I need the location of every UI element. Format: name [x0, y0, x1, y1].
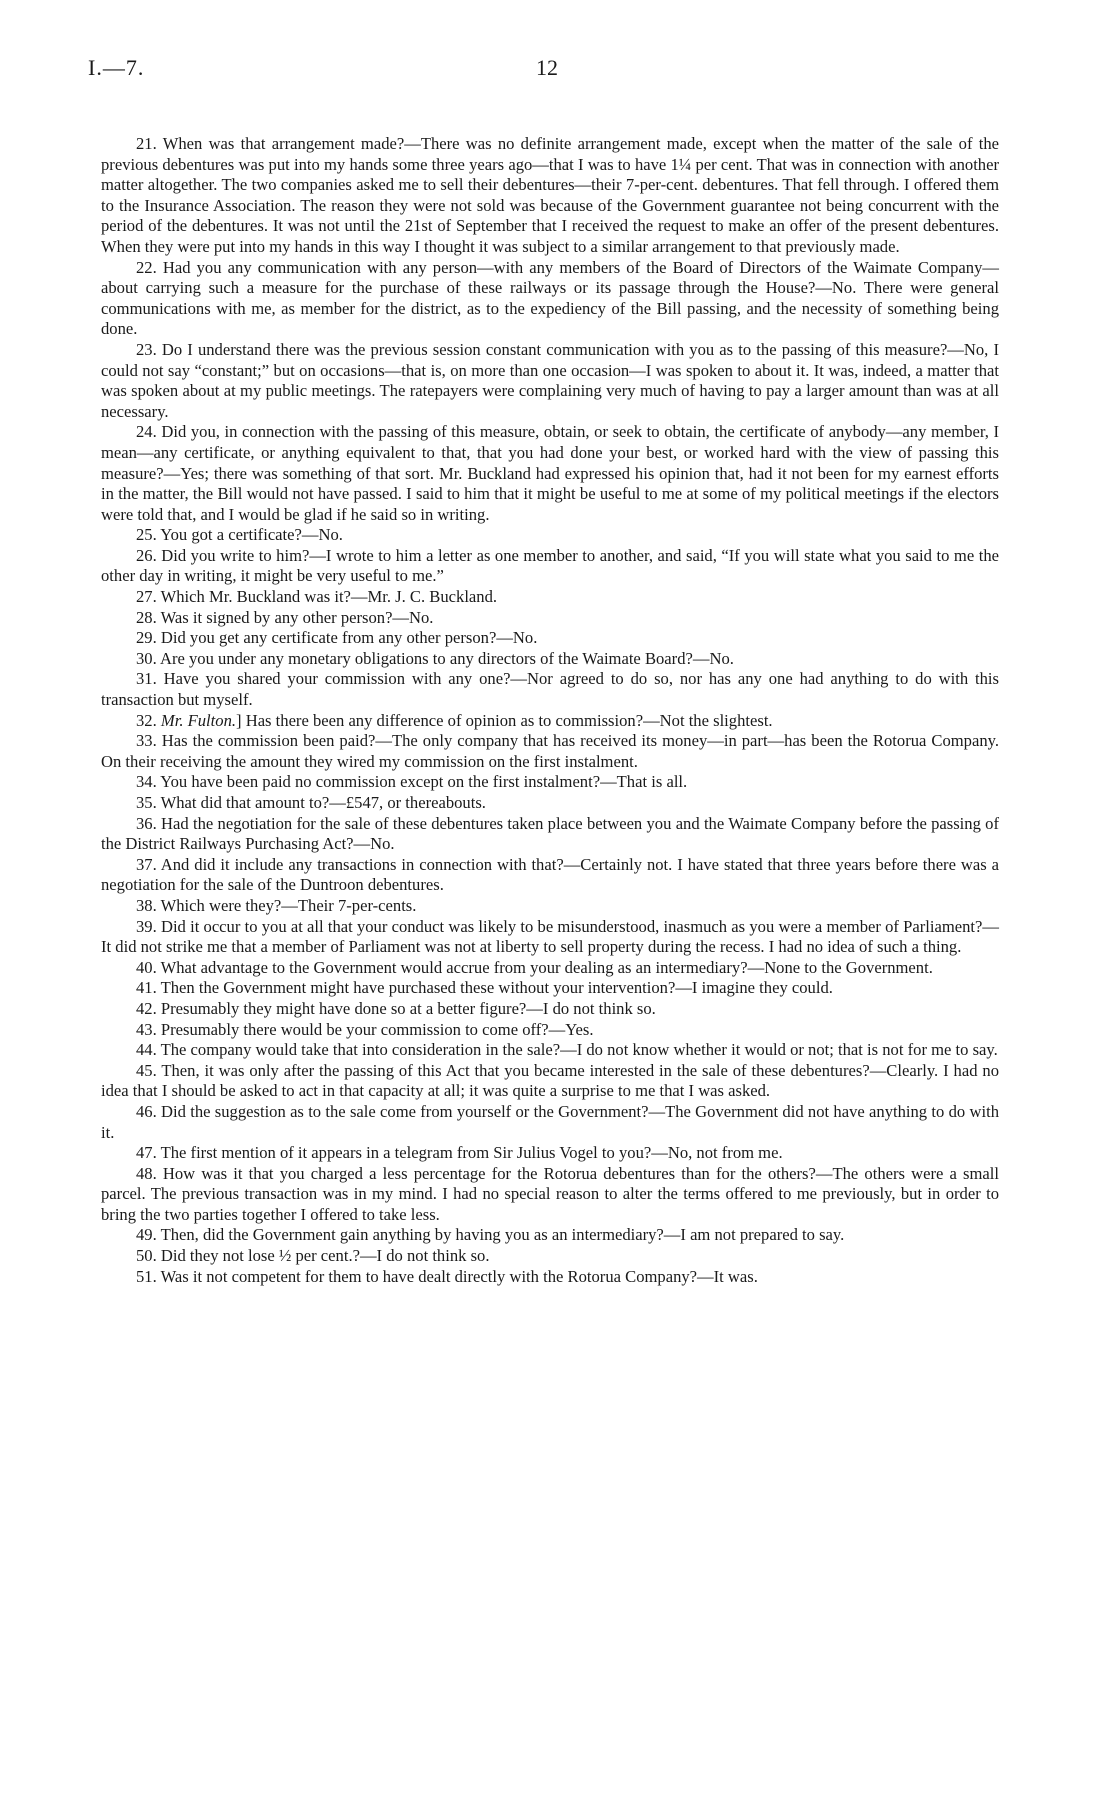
paragraph-45: 45. Then, it was only after the passing of this Act that you became interested in the sale of these debentures?—Clearly. I had no idea that I should be asked to act in that capacity at all; it was quite a surprise to me that I was asked.: [101, 1060, 999, 1101]
paragraph-51: 51. Was it not competent for them to have dealt directly with the Rotorua Company?—It was.: [136, 1266, 758, 1286]
paragraph-44: 44. The company would take that into consideration in the sale?—I do not know whether it would or not; that is not for me to say.: [136, 1040, 998, 1060]
paragraph-41: 41. Then the Government might have purchased these without your intervention?—I imagine they could.: [136, 978, 833, 998]
paragraph-42: 42. Presumably they might have done so at a better figure?—I do not think so.: [136, 998, 656, 1018]
page-reference: I.—7.: [88, 55, 145, 80]
paragraph-40: 40. What advantage to the Government would accrue from your dealing as an intermediary?—None to the Government.: [136, 957, 933, 977]
paragraph-43: 43. Presumably there would be your commission to come off?—Yes.: [136, 1019, 594, 1039]
paragraph-34: 34. You have been paid no commission except on the first instalment?—That is all.: [136, 772, 688, 792]
speaker-name: Mr. Fulton.: [160, 710, 237, 730]
paragraph-31: 31. Have you shared your commission with any one?—Nor agreed to do so, nor has any one had anything to do with this transaction but myself.: [101, 669, 999, 710]
page-number: 12: [536, 55, 558, 80]
paragraph-24: 24. Did you, in connection with the passing of this measure, obtain, or seek to obtain, the certificate of anybody—any member, I mean—any certificate, or anything equivalent to that, that you had done your best, or worked hard with the view of passing this measure?—Yes; there was something of that sort. Mr. Buckland had expressed his opinion that, had it not been for my earnest efforts in the matter, the Bill would not have passed. I said to him that it might be useful to me at some of my political meetings if the electors were told that, and I would be glad if he said so in writing.: [101, 422, 999, 524]
paragraph-22: 22. Had you any communication with any person—with any members of the Board of Directors of the Waimate Company—about carrying such a measure for the purchase of these railways or its passage through the House?—No. There were general communications with me, as member for the district, as to the expediency of the Bill passing, and the necessity of something being done.: [101, 257, 999, 339]
paragraph-21: 21. When was that arrangement made?—There was no definite arrangement made, except when the matter of the sale of the previous debentures was put into my hands some three years ago—that I was to have 1¼ per cent. That was in connection with another matter altogether. The two companies asked me to sell their debentures—their 7-per-cent. debentures. That fell through. I offered them to the Insurance Association. The reason they were not sold was because of the Government guarantee not being concurrent with the period of the debentures. It was not until the 21st of September that I received the request to make an offer of the present debentures. When they were put into my hands in this way I thought it was subject to a similar arrangement to that previously made.: [101, 134, 999, 256]
paragraph-27: 27. Which Mr. Buckland was it?—Mr. J. C. Buckland.: [136, 587, 498, 607]
paragraph-32: 32. Mr. Fulton.] Has there been any difference of opinion as to commission?—Not the slightest.: [136, 710, 773, 730]
paragraph-26: 26. Did you write to him?—I wrote to him a letter as one member to another, and said, “If you will state what you said to me the other day in writing, it might be very useful to me.”: [101, 545, 999, 586]
paragraph-50: 50. Did they not lose ½ per cent.?—I do not think so.: [136, 1246, 490, 1266]
paragraph-48: 48. How was it that you charged a less percentage for the Rotorua debentures than for the others?—The others were a small parcel. The previous transaction was in my mind. I had no special reason to alter the terms offered to me previously, but in order to bring the two parties together I offered to take less.: [101, 1163, 999, 1224]
paragraph-35: 35. What did that amount to?—£547, or thereabouts.: [136, 793, 486, 812]
paragraph-29: 29. Did you get any certificate from any other person?—No.: [136, 628, 538, 648]
paragraph-28: 28. Was it signed by any other person?—No.: [136, 607, 434, 627]
paragraph-23: 23. Do I understand there was the previous session constant communication with you as to the passing of this measure?—No, I could not say “constant;” but on occasions—that is, on more than one occasion—I was spoken to about it. It was, indeed, a matter that was spoken about at my public meetings. The ratepayers were complaining very much of having to pay a larger amount than was at all necessary.: [101, 339, 999, 421]
paragraph-33: 33. Has the commission been paid?—The only company that has received its money—in part—has been the Rotorua Company. On their receiving the amount they wired my commission on the first instalment.: [101, 731, 999, 771]
paragraph-37: 37. And did it include any transactions in connection with that?—Certainly not. I have stated that three years before there was a negotiation for the sale of the Duntroon debentures.: [101, 854, 999, 895]
paragraph-39: 39. Did it occur to you at all that your conduct was likely to be misunderstood, inasmuch as you were a member of Parliament?—It did not strike me that a member of Parliament was not at liberty to sell property during the recess. I had no idea of such a thing.: [101, 916, 999, 957]
paragraph-36: 36. Had the negotiation for the sale of these debentures taken place between you and the Waimate Company before the passing of the District Railways Purchasing Act?—No.: [101, 813, 999, 854]
paragraph-49: 49. Then, did the Government gain anything by having you as an intermediary?—I am not prepared to say.: [136, 1225, 845, 1245]
paragraph-30: 30. Are you under any monetary obligations to any directors of the Waimate Board?—No.: [136, 648, 734, 668]
paragraph-46: 46. Did the suggestion as to the sale come from yourself or the Government?—The Government did not have anything to do with it.: [101, 1101, 999, 1142]
paragraph-47: 47. The first mention of it appears in a telegram from Sir Julius Vogel to you?—No, not from me.: [136, 1143, 783, 1163]
paragraph-38: 38. Which were they?—Their 7-per-cents.: [136, 895, 417, 915]
paragraph-25: 25. You got a certificate?—No.: [136, 525, 343, 545]
document-body: [101, 134, 999, 1287]
